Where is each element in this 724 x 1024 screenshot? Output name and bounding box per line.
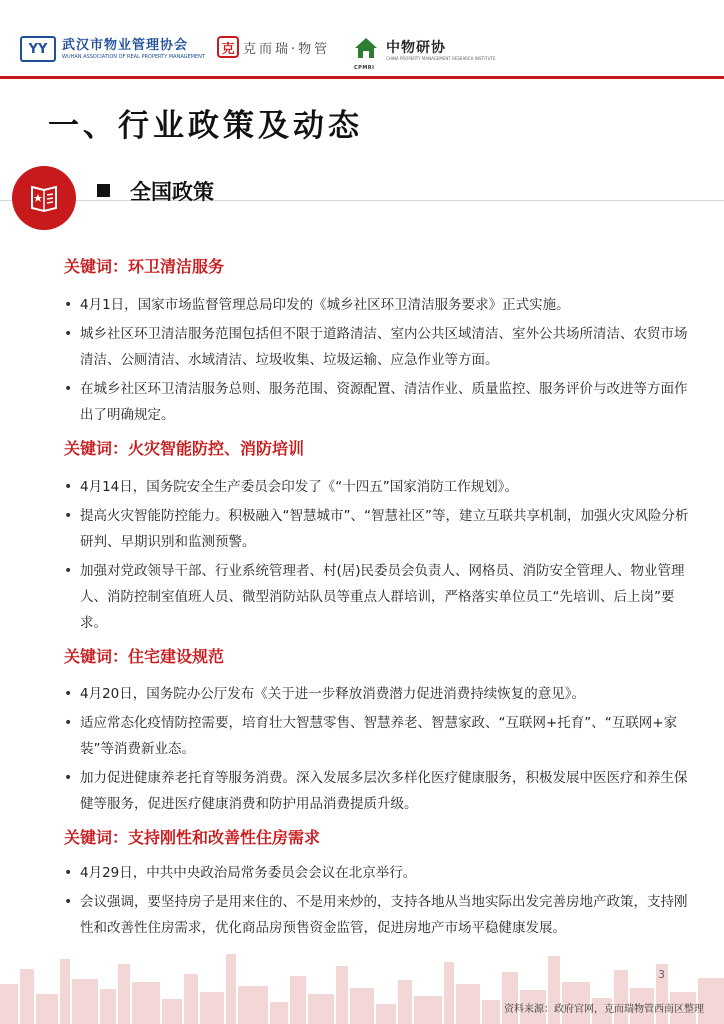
kerui-mark: 克 bbox=[217, 36, 239, 58]
policy-divider bbox=[0, 200, 724, 201]
wuhan-association-english-name: WUHAN ASSOCIATION OF REAL PROPERTY MANAGEMENT bbox=[62, 53, 205, 60]
keyword-heading: 关键词：支持刚性和改善性住房需求 bbox=[64, 828, 321, 847]
bullet-list bbox=[62, 681, 692, 820]
page-header bbox=[0, 0, 724, 80]
kerui-logo bbox=[217, 36, 330, 58]
list-item: • 加力促进健康养老托育等服务消费。深入发展多层次多样化医疗健康服务，积极发展中医医疗和养生保健等服务，促进医疗健康消费和防护用品消费提质升级。 bbox=[62, 765, 692, 817]
bullet-list bbox=[62, 860, 692, 944]
policy-badge bbox=[12, 166, 76, 230]
list-item: • 4月1日，国家市场监督管理总局印发的《城乡社区环卫清洁服务要求》正式实施。 bbox=[62, 292, 692, 318]
list-item: • 在城乡社区环卫清洁服务总则、服务范围、资源配置、清洁作业、质量监控、服务评价与改进等方面作出了明确规定。 bbox=[62, 376, 692, 428]
subsection-title: 全国政策 bbox=[130, 180, 214, 204]
keyword-heading: 关键词：住宅建设规范 bbox=[64, 647, 225, 666]
list-item: • 加强对党政领导干部、行业系统管理者、村(居)民委员会负责人、网格员、消防安全管理人、物业管理人、消防控制室值班人员、微型消防站队员等重点人群培训，严格落实单位员工“先培训、后上岗”要求。 bbox=[62, 558, 692, 636]
cpmri-label: CPMRI bbox=[354, 65, 375, 71]
document-star-icon bbox=[27, 181, 61, 215]
list-item: • 提高火灾智能防控能力。积极融入“智慧城市”、“智慧社区”等，建立互联共享机制，加强火灾风险分析研判、早期识别和监测预警。 bbox=[62, 503, 692, 555]
cpmri-name: 中物研协 bbox=[386, 40, 446, 56]
keyword-heading: 关键词：火灾智能防控、消防培训 bbox=[64, 439, 305, 458]
list-item: • 会议强调，要坚持房子是用来住的、不是用来炒的，支持各地从当地实际出发完善房地产政策，支持刚性和改善性住房需求，优化商品房预售资金监管，促进房地产市场平稳健康发展。 bbox=[62, 889, 692, 941]
list-item: • 4月20日，国务院办公厅发布《关于进一步释放消费潜力促进消费持续恢复的意见》。 bbox=[62, 681, 692, 707]
kerui-name: 克而瑞·物管 bbox=[243, 41, 331, 57]
cpmri-logo bbox=[354, 36, 496, 71]
source-note: 资料来源：政府官网，克而瑞物管西南区整理 bbox=[504, 1004, 704, 1015]
keyword-heading: 关键词：环卫清洁服务 bbox=[64, 257, 225, 276]
list-item: • 城乡社区环卫清洁服务范围包括但不限于道路清洁、室内公共区域清洁、室外公共场所清洁、农贸市场清洁、公厕清洁、水域清洁、垃圾收集、垃圾运输、应急作业等方面。 bbox=[62, 321, 692, 373]
bullet-list bbox=[62, 292, 692, 431]
list-item: • 4月29日，中共中央政治局常务委员会会议在北京举行。 bbox=[62, 860, 692, 886]
wuhan-association-logo bbox=[20, 36, 205, 62]
list-item: • 适应常态化疫情防控需要，培育壮大智慧零售、智慧养老、智慧家政、“互联网+托育”、“互联网+家装”等消费新业态。 bbox=[62, 710, 692, 762]
cpmri-english-name: CHINA PROPERTY MANAGEMENT RESEARCH INSTITUTE bbox=[386, 56, 496, 61]
bullet-list bbox=[62, 474, 692, 639]
wuhan-association-mark: YY bbox=[20, 36, 56, 62]
wuhan-association-name: 武汉市物业管理协会 bbox=[62, 37, 189, 53]
header-divider bbox=[0, 76, 724, 79]
list-item: • 4月14日，国务院安全生产委员会印发了《“十四五”国家消防工作规划》。 bbox=[62, 474, 692, 500]
page-number: 3 bbox=[658, 968, 665, 981]
square-bullet-icon bbox=[97, 184, 110, 197]
house-icon bbox=[354, 36, 378, 71]
section-title: 一、行业政策及动态 bbox=[48, 108, 363, 144]
